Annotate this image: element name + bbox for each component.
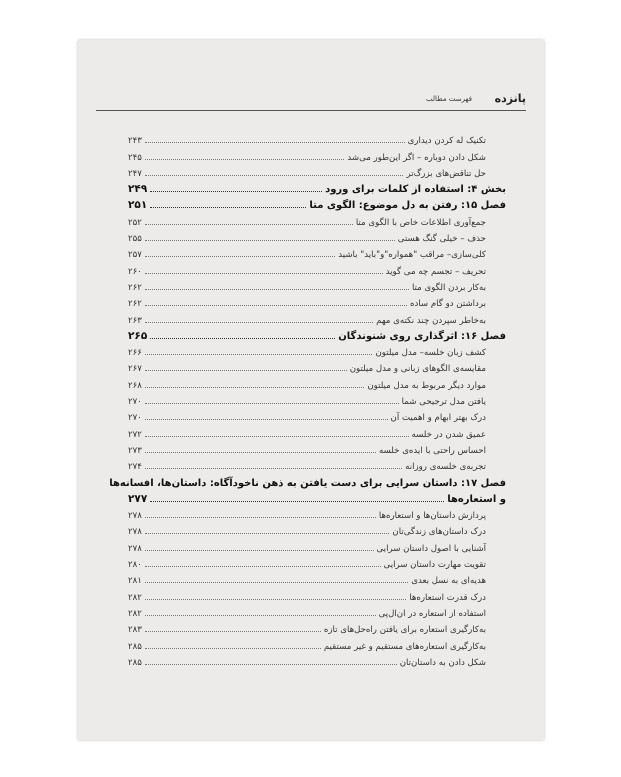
toc-entry-title: یافتن مدل ترجیحی شما bbox=[401, 397, 486, 408]
toc-entry-page: ۲۷۴ bbox=[128, 462, 142, 473]
toc-entry-title: حذف – خیلی گنگ هستی bbox=[397, 234, 486, 245]
toc-entry bbox=[128, 391, 492, 407]
dot-leader bbox=[145, 256, 335, 257]
dot-leader bbox=[145, 436, 409, 437]
toc-entry-page: ۲۷۳ bbox=[128, 445, 142, 456]
dot-leader bbox=[145, 305, 407, 306]
toc-entry-page: ۲۶۲ bbox=[128, 299, 142, 310]
page-number: پانزده bbox=[494, 92, 526, 105]
dot-leader bbox=[145, 142, 405, 143]
toc-entry-title: درک داستان‌های زندگی‌تان bbox=[392, 527, 486, 538]
toc-entry-page: ۲۵۵ bbox=[128, 234, 142, 245]
toc-entry bbox=[128, 423, 492, 439]
toc-entry bbox=[128, 537, 492, 553]
toc-entry-page: ۲۷۸ bbox=[128, 527, 142, 538]
toc-entry bbox=[128, 603, 492, 619]
toc-entry-title: هدیه‌ای به نسل بعدی bbox=[411, 576, 486, 587]
toc-entry-page: ۲۸۰ bbox=[128, 560, 142, 571]
toc-entry-page: ۲۸۳ bbox=[128, 625, 142, 636]
toc-entry-title: فصل ۱۶: اثرگذاری روی شنوندگان bbox=[338, 330, 506, 342]
toc-chapter bbox=[109, 472, 506, 489]
dot-leader bbox=[145, 403, 399, 404]
toc-entry-page: ۲۶۳ bbox=[128, 315, 142, 326]
dot-leader bbox=[145, 599, 406, 600]
toc-entry-title: آشنایی با اصول داستان سرایی bbox=[376, 543, 486, 554]
toc-entry bbox=[128, 358, 492, 374]
toc-entry-page: ۲۵۲ bbox=[128, 217, 142, 228]
toc-entry-title: پردازش داستان‌ها و استعاره‌ها bbox=[378, 511, 486, 522]
toc-entry-title: عمیق شدن در خلسه bbox=[411, 429, 486, 440]
toc-entry-title: درک بهتر ابهام و اهمیت آن bbox=[390, 413, 486, 424]
dot-leader bbox=[145, 615, 376, 616]
toc-entry bbox=[128, 521, 492, 537]
dot-leader bbox=[145, 550, 374, 551]
toc-entry-title: به‌کارگیری استعاره برای یافتن راه‌حل‌های تازه bbox=[323, 625, 486, 636]
toc-chapter bbox=[128, 326, 506, 342]
toc-entry-page: ۲۴۵ bbox=[128, 152, 142, 163]
toc-entry bbox=[128, 407, 492, 423]
toc-entry-title: برداشتن دو گام ساده bbox=[409, 299, 486, 310]
toc-entry-page: ۲۴۳ bbox=[128, 136, 142, 147]
dot-leader bbox=[145, 273, 383, 274]
toc-entry-title: تقویت مهارت داستان سرایی bbox=[383, 560, 486, 571]
toc-entry-title: احساس راحتی با ایده‌ی خلسه bbox=[379, 445, 486, 456]
toc-entry-title: مقایسه‌ی الگوهای زبانی و مدل میلتون bbox=[349, 364, 486, 375]
toc-entry-title: تکنیک له کردن دیداری bbox=[407, 136, 486, 147]
dot-leader bbox=[145, 566, 381, 567]
dot-leader bbox=[145, 240, 395, 241]
toc-entry bbox=[128, 211, 492, 227]
toc-entry-title: جمع‌آوری اطلاعات خاص با الگوی متا bbox=[355, 217, 486, 228]
dot-leader bbox=[145, 224, 353, 225]
dot-leader bbox=[150, 338, 335, 339]
toc-entry bbox=[128, 652, 492, 668]
toc-chapter bbox=[128, 195, 506, 212]
dot-leader bbox=[150, 207, 306, 208]
toc-entry-title: فصل ۱۷: داستان سرایی برای دست یافتن به ذهن ناخودآگاه: داستان‌ها، افسانه‌ها bbox=[109, 477, 506, 489]
toc-entry bbox=[128, 505, 492, 521]
dot-leader bbox=[145, 582, 408, 583]
toc-entry-page: ۲۷۸ bbox=[128, 511, 142, 522]
toc-entry-title: تجربه‌ی خلسه‌ی روزانه bbox=[405, 462, 486, 473]
toc-entry-page: ۲۶۷ bbox=[128, 364, 142, 375]
toc-entry bbox=[128, 228, 492, 244]
toc-entry-page: ۲۸۲ bbox=[128, 592, 142, 603]
dot-leader bbox=[145, 533, 390, 534]
toc-entry-title: شکل دادن به داستان‌تان bbox=[399, 657, 486, 668]
toc-entry-page: ۲۶۲ bbox=[128, 282, 142, 293]
dot-leader bbox=[145, 648, 321, 649]
toc-entry-page: ۲۶۵ bbox=[128, 329, 148, 342]
dot-leader bbox=[145, 322, 373, 323]
dot-leader bbox=[145, 517, 376, 518]
toc-entry-page: ۲۸۱ bbox=[128, 576, 142, 587]
toc-entry-page: ۲۷۷ bbox=[128, 492, 148, 505]
toc-entry-page: ۲۶۶ bbox=[128, 348, 142, 359]
toc-entry-title: به‌کارگیری استعاره‌های مستقیم و غیر مستقیم bbox=[323, 641, 486, 652]
toc-entry-page: ۲۴۷ bbox=[128, 168, 142, 179]
toc-entry-title: بخش ۴: استفاده از کلمات برای ورود bbox=[325, 184, 506, 196]
toc-entry bbox=[128, 163, 492, 179]
toc-entry-title: به‌خاطر سپردن چند نکته‌ی مهم bbox=[376, 315, 486, 326]
toc-entry-page: ۲۷۰ bbox=[128, 397, 142, 408]
toc-entry-page: ۲۶۸ bbox=[128, 380, 142, 391]
toc-entry-title: استفاده از استعاره در ان‌ال‌پی bbox=[378, 608, 486, 619]
page-header bbox=[96, 92, 526, 111]
toc-entry bbox=[128, 635, 492, 651]
toc-entry-page: ۲۵۱ bbox=[128, 199, 148, 212]
toc-entry bbox=[128, 554, 492, 570]
toc-entry bbox=[128, 293, 492, 309]
dot-leader bbox=[145, 289, 409, 290]
toc-entry bbox=[128, 374, 492, 390]
toc-entry-title: به‌کار بردن الگوی متا bbox=[411, 282, 486, 293]
dot-leader bbox=[145, 370, 347, 371]
toc-entry-page: ۲۴۹ bbox=[128, 183, 148, 196]
toc-entry bbox=[128, 244, 492, 260]
toc-entry bbox=[128, 570, 492, 586]
toc-entry bbox=[128, 440, 492, 456]
dot-leader bbox=[150, 191, 322, 192]
dot-leader bbox=[145, 387, 365, 388]
toc-entry bbox=[128, 130, 492, 146]
dot-leader bbox=[145, 354, 373, 355]
toc-chapter bbox=[128, 489, 506, 505]
section-title: فهرست مطالب bbox=[425, 95, 472, 103]
toc-entry-title: شکل دادن دوباره – اگر این‌طور می‌شد bbox=[347, 152, 486, 163]
toc-entry bbox=[128, 456, 492, 472]
toc-entry-title: کشف زبان خلسه– مدل میلتون bbox=[375, 348, 486, 359]
toc-entry bbox=[128, 619, 492, 635]
toc-entry bbox=[128, 309, 492, 325]
dot-leader bbox=[145, 452, 376, 453]
toc-entry-page: ۲۷۰ bbox=[128, 413, 142, 424]
toc-entry-page: ۲۶۰ bbox=[128, 266, 142, 277]
dot-leader bbox=[145, 175, 404, 176]
dot-leader bbox=[145, 631, 321, 632]
book-page bbox=[78, 40, 544, 740]
toc-entry bbox=[128, 146, 492, 162]
toc-entry-page: ۲۸۵ bbox=[128, 657, 142, 668]
toc-entry-title: و استعاره‌ها bbox=[447, 493, 506, 505]
toc-entry-page: ۲۷۲ bbox=[128, 429, 142, 440]
dot-leader bbox=[145, 159, 345, 160]
toc-entry-page: ۲۸۵ bbox=[128, 641, 142, 652]
toc-entry-title: حل تناقض‌های بزرگ‌تر bbox=[406, 168, 486, 179]
toc-entry bbox=[128, 586, 492, 602]
toc-entry-title: درک قدرت استعاره‌ها bbox=[409, 592, 486, 603]
toc-entry-title: موارد دیگر مربوط به مدل میلتون bbox=[367, 380, 486, 391]
dot-leader bbox=[145, 664, 397, 665]
toc-entry bbox=[128, 260, 492, 276]
toc-entry-title: تحریف – تجسم چه می گوید bbox=[385, 266, 486, 277]
toc-entry-page: ۲۷۸ bbox=[128, 543, 142, 554]
toc-entry-page: ۲۵۷ bbox=[128, 250, 142, 261]
toc-entry-title: کلی‌سازی– مراقب "همواره"و"باید" باشید bbox=[338, 250, 486, 261]
toc-entry-title: فصل ۱۵: رفتن به دل موضوع: الگوی متا bbox=[309, 200, 506, 212]
dot-leader bbox=[150, 501, 444, 502]
toc-chapter bbox=[128, 179, 506, 196]
dot-leader bbox=[145, 419, 388, 420]
table-of-contents bbox=[109, 130, 506, 668]
toc-entry bbox=[128, 342, 492, 358]
toc-entry-page: ۲۸۲ bbox=[128, 608, 142, 619]
toc-entry bbox=[128, 277, 492, 293]
dot-leader bbox=[145, 468, 402, 469]
